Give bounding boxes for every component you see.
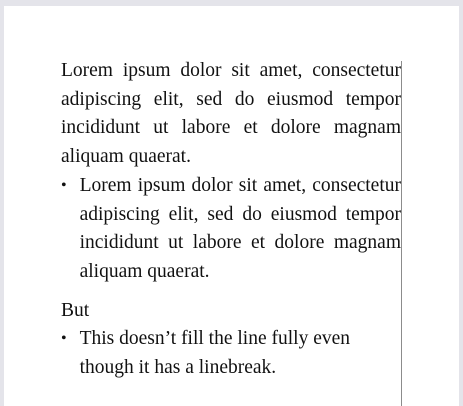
document-body: [61, 57, 401, 383]
right-margin-rule: [401, 61, 402, 406]
paragraph-1: Lorem ipsum dolor sit amet, consectetur adipiscing elit, sed do eiusmod tempor incididunt ut labore et dolore magnam aliquam quaerat.: [61, 60, 401, 168]
bullet-icon: •: [61, 330, 67, 348]
bullet-icon: •: [61, 176, 67, 194]
list-item: [61, 172, 401, 287]
list-item-text: This doesn’t fill the line fully even though it has a linebreak.: [79, 328, 351, 379]
bullet-list-1: [61, 172, 401, 287]
list-item: [61, 325, 401, 382]
document-page: [4, 6, 459, 406]
paragraph-2: But: [61, 299, 90, 321]
bullet-list-2: [61, 325, 401, 382]
list-item-text: Lorem ipsum dolor sit amet, consectetur adipiscing elit, sed do eiusmod tempor incididunt ut labore et dolore magnam aliquam quaerat.: [79, 174, 401, 282]
